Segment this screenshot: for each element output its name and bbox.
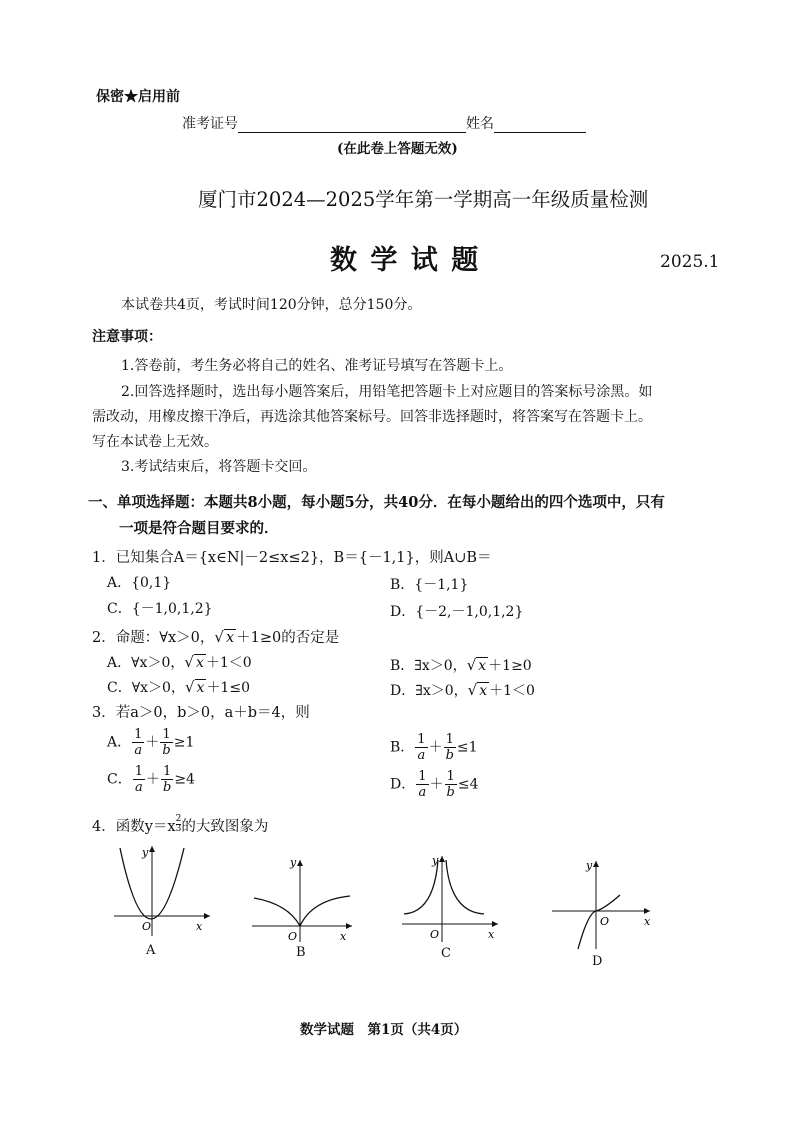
note-2-line-3: 写在本试卷上无效。 xyxy=(92,434,218,450)
q3-option-d: D． $\frac{1}{a}$ ＋ $\frac{1}{b}$ ≤4 xyxy=(390,769,479,800)
graph-c-x-label: x xyxy=(488,928,495,941)
sqrt-x: x xyxy=(225,630,235,646)
invalid-note: (在此卷上答题无效) xyxy=(337,141,458,157)
graph-c-origin-label: O xyxy=(430,928,440,941)
graph-b-x-label: x xyxy=(340,930,347,943)
notes-heading: 注意事项： xyxy=(92,329,162,345)
q3-option-b: B． $\frac{1}{a}$ ＋ $\frac{1}{b}$ ≤1 xyxy=(390,732,478,763)
q1-option-d: D．{－2,－1,0,1,2} xyxy=(390,604,524,620)
graph-c xyxy=(400,850,504,945)
name-label: 姓名 xyxy=(466,116,494,132)
section-1-heading-cont: 一项是符合题目要求的． xyxy=(119,520,279,537)
graph-d-origin-label: O xyxy=(600,915,610,928)
section-1-heading: 一、单项选择题：本题共8小题，每小题5分，共40分．在每小题给出的四个选项中，只有 xyxy=(88,494,665,511)
note-1: 1.答卷前，考生务必将自己的姓名、准考证号填写在答题卡上。 xyxy=(121,358,513,374)
graph-a xyxy=(108,840,218,940)
q1-option-c: C．{－1,0,1,2} xyxy=(107,601,213,617)
graph-a-label: A xyxy=(146,943,156,958)
note-3: 3.考试结束后，将答题卡交回。 xyxy=(121,459,317,475)
q1-option-b: B．{－1,1} xyxy=(390,577,469,593)
q2-option-c: C．∀x＞0，√ x ＋1≤0 xyxy=(107,678,250,696)
q2-option-d: D．∃x＞0，√ x ＋1＜0 xyxy=(390,681,535,699)
exam-id-label: 准考证号 xyxy=(182,116,238,132)
secret-label: 保密★启用前 xyxy=(96,89,180,105)
page-footer: 数学试题 第1页（共4页） xyxy=(300,1022,468,1038)
q4-stem: 4．函数y＝x $\frac{2}{3}$ 的大致图象为 xyxy=(92,814,269,835)
q1-option-a: A．{0,1} xyxy=(107,575,172,591)
graph-b-y-label: y xyxy=(290,856,297,869)
graph-c-label: C xyxy=(441,946,451,961)
subject-title: 数 学 试 题 xyxy=(330,245,481,276)
graph-c-y-label: y xyxy=(432,854,439,867)
graph-d-y-label: y xyxy=(586,859,593,872)
graph-d xyxy=(550,855,656,953)
graph-a-x-label: x xyxy=(196,920,203,933)
graph-b xyxy=(248,850,360,945)
note-2-line-2: 需改动，用橡皮擦干净后，再选涂其他答案标号。回答非选择题时，将答案写在答题卡上。 xyxy=(92,409,652,425)
intro-text: 本试卷共4页，考试时间120分钟，总分150分。 xyxy=(121,297,422,313)
graph-b-origin-label: O xyxy=(288,930,298,943)
note-2-line-1: 2.回答选择题时，选出每小题答案后，用铅笔把答题卡上对应题目的答案标号涂黑。如 xyxy=(121,384,653,400)
exam-id-field[interactable] xyxy=(238,132,466,133)
graph-a-y-label: y xyxy=(142,846,149,859)
q2-option-b: B．∃x＞0，√ x ＋1≥0 xyxy=(390,656,532,674)
graph-d-label: D xyxy=(592,954,603,969)
exam-title: 厦门市2024—2025学年第一学期高一年级质量检测 xyxy=(198,188,649,211)
q2-option-a: A．∀x＞0，√ x ＋1＜0 xyxy=(107,653,252,671)
exam-id-row xyxy=(182,113,586,133)
q1-stem: 1．已知集合A＝{x∈N|－2≤x≤2}，B＝{－1,1}，则A∪B＝ xyxy=(92,550,492,566)
name-field[interactable] xyxy=(494,132,586,133)
q3-stem: 3．若a＞0，b＞0，a＋b＝4，则 xyxy=(92,705,310,721)
exam-date: 2025.1 xyxy=(660,252,720,272)
graph-b-label: B xyxy=(296,945,306,960)
q2-stem: 2．命题：∀x＞0，√ x ＋1≥0的否定是 xyxy=(92,628,340,646)
graph-d-x-label: x xyxy=(644,915,651,928)
q3-option-a: A． $\frac{1}{a}$ ＋ $\frac{1}{b}$ ≥1 xyxy=(107,727,195,758)
q3-option-c: C． $\frac{1}{a}$ ＋ $\frac{1}{b}$ ≥4 xyxy=(107,764,195,795)
graph-a-origin-label: O xyxy=(142,920,152,933)
